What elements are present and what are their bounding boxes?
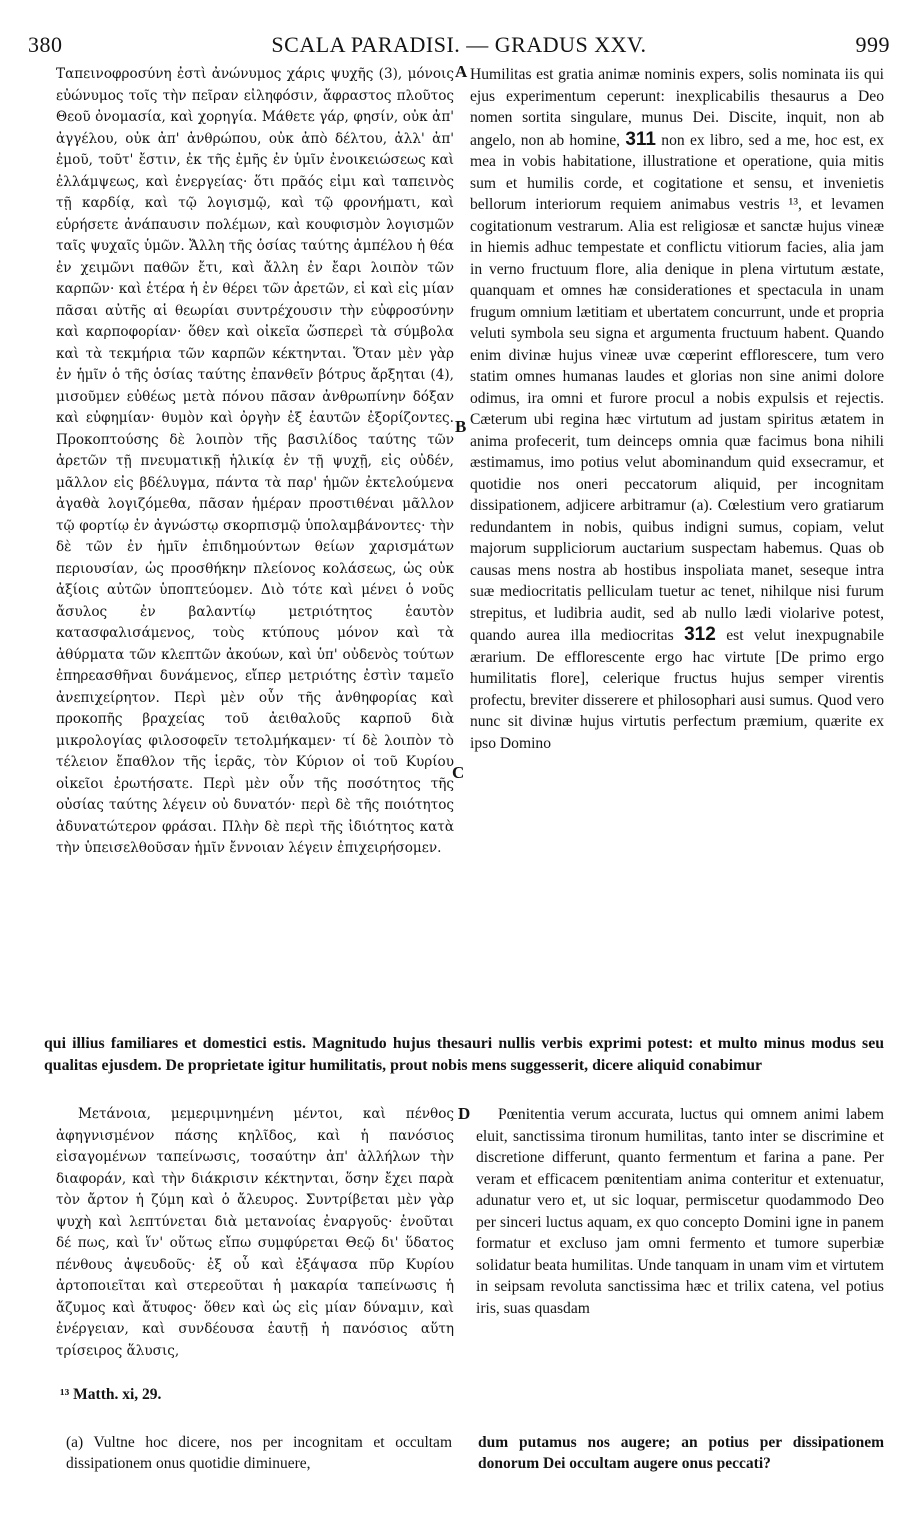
latin-paragraph-bottom: Pœnitentia verum accurata, luctus qui omnem animi labem eluit, sanctissima tironum humilitas, tanto inter se discrimine et discretione differunt, quanto fermentum et farina a pane. Per veram et efficacem pœnitentiam anima conteritur et extenuatur, adunatur vero et, ut sic loquar, permiscetur quodammodo Deo per sinceri luctus aquam, ex quo concepto Domini igne in panem formatur et excluso jam omni fermento et tumore superbiæ solidatur beata humilitas. Unde tanquam in unam vim et virtutem in seipsam revoluta sanctissima hæc et trilix catena, vel potius iris, suas quasdam: [476, 1106, 884, 1317]
editor-note: [66, 1424, 884, 1484]
greek-column-bottom: [56, 1104, 454, 1374]
latin-text-part-3: est velut inexpugnabile ærarium. De efflorescente ergo hac virtute [De primo ergo humilitatis flore], celerique fructus hujus semper virentis profectu, breviter disserere et philosophari ausi sumus. Quod vero nunc sit divinæ hujus virtutis perfectum præmium, quærite ex ipso Domino: [470, 627, 884, 752]
section-marker-b: B: [455, 417, 467, 436]
section-marker-d: D: [458, 1104, 471, 1123]
page-number-left: 380: [28, 32, 63, 57]
latin-column-top: [470, 64, 884, 1024]
page-header: [28, 28, 890, 58]
section-marker-c: C: [452, 763, 465, 782]
latin-full-width-text: [44, 1033, 884, 1076]
latin-text-part-2: non ex libro, sed a me, hoc est, ex mea in vobis habitatione, illustratione et operatione, quia mitis sum et humilis corde, et cogitatione et sensu, et invenietis bellorum interiorum requiem animabus vestris ¹³, et levamen cogitationum vestrarum. Alia est religiosæ et sanctæ hujus vineæ in hiemis adhuc tempestate et conflictu vitiorum facies, alia jam in verno fructuum flore, alia denique in plena virtutum æstate, quanquam et omnes hæ considerationes et spectacula in unam frugum omnium lætitiam et ubertatem concurrunt, unde et propria veluti symbola seu signa et argumenta fructuum habent. Quando enim divinæ hujus vineæ uvæ cœperint efflorescere, tum vero statim omnes humanas laudes et glorias non sine animi dolore odimus, ira omni et furore procul a nobis expulsis et rejectis. Cæterum ubi regina hæc virtutum ad justam spiritus ætatem in anima profecerit, tum deinceps omnia quæ facimus bona nihili æstimamus, imo potius velut abominandum quid exsecramur, et quotidie nos oneri peccatorum aliquid, per incognitam dissipationem, adjicere arbitramur (a). Cœlestium vero gratiarum redundantem in nobis, quibus indigni sumus, copiam, velut majorum suppliciorum auctarium suspectam habemus. Quas ob causas mens nostra ab hostibus inspoliata manet, seseque intra suæ mediocritatis pelliculam tuetur ac tenet, nihilque nisi furum strepitus, et ludibria audit, sed ab nullo lædi violarive potest, quando aurea illa mediocritas: [470, 131, 884, 644]
section-marker-a: A: [455, 62, 468, 81]
editor-note-left: (a) Vultne hoc dicere, nos per incognitam et occultam dissipationem onus quotidie diminuere,: [66, 1434, 452, 1472]
latin-span-paragraph: qui illius familiares et domestici estis. Magnitudo hujus thesauri nullis verbis exprimi potest: et multo minus modus seu qualitas ejusdem. De proprietate igitur humilitatis, prout nobis mens suggesserit, dicere aliquid conabimur: [44, 1035, 884, 1074]
column-number-311: 311: [625, 128, 656, 150]
page-number-right: 999: [855, 32, 890, 57]
greek-column-top: [56, 64, 454, 1024]
latin-paragraph-top: [470, 64, 884, 754]
running-title: SCALA PARADISI. — GRADUS XXV.: [271, 32, 647, 57]
greek-paragraph-bottom: Μετάνοια, μεμεριμνημένη μέντοι, καὶ πένθος ἀφηγνισμένον πάσης κηλῖδος, καὶ ἡ πανόσιος εἰσαγομένων ταπείνωσις, τοσαύτην ἀπ' ἀλλήλων τὴν διαφοράν, καὶ τὴν διάκρισιν κέκτηνται, ὅσην ἔχει παρὰ τὸν ἄρτον ἡ ζύμη καὶ ὁ ἄλευρος. Συντρίβεται μὲν γὰρ ψυχὴ καὶ λεπτύνεται διὰ μετανοίας ἐναργοῦς· ἑνοῦται δέ πως, καὶ ἵν' οὕτως εἴπω συμφύρεται Θεῷ δι' ὕδατος πένθους ἀψευδοῦς· ἐξ οὗ καὶ ἐξάψασα πῦρ Κυρίου ἀρτοποιεῖται καὶ στερεοῦται ἡ μακαρία ταπείνωσις ἡ ἄζυμος καὶ ἄτυφος· ὅθεν καὶ ὡς εἰς μίαν δύναμιν, καὶ ἐνέργειαν, καὶ συνδέουσα ἑαυτῇ ἡ πανόσιος αὕτη τρίσειρος ἅλυσις,: [56, 1106, 454, 1359]
footnote-reference: ¹³ Matth. xi, 29.: [60, 1386, 162, 1403]
latin-column-bottom: [476, 1104, 884, 1374]
latin-text-part-1: Humilitas est gratia animæ nominis expers, solis nominata iis qui ejus experimentum ceperunt: inexplicabilis thesaurus a Deo nomen sortita singulare, munus Dei. Discite, inquit, non ab angelo, non ab homine,: [470, 66, 884, 149]
editor-note-right: dum putamus nos augere; an potius per dissipationem donorum Dei occultam augere onus peccati?: [478, 1434, 884, 1472]
column-number-312: 312: [684, 624, 716, 645]
greek-paragraph-top: Ταπεινοφροσύνη ἐστὶ ἀνώνυμος χάρις ψυχῆς (3), μόνοις εὐώνυμος τοῖς τὴν πεῖραν εἰληφόσιν, ἄφραστος πλοῦτος Θεοῦ ὀνομασία, καὶ χορηγία. Μάθετε γάρ, φησίν, οὐκ ἀπ' ἀγγέλου, οὐκ ἀπ' ἀνθρώπου, οὐκ ἀπὸ δέλτου, ἀλλ' ἀπ' ἐμοῦ, τοῦτ' ἔστιν, ἐκ τῆς ἐμῆς ἐν ὑμῖν ἐνοικειώσεως καὶ ἐλλάμψεως, καὶ ἐνεργείας· ὅτι πρᾶός εἰμι καὶ ταπεινὸς τῇ καρδίᾳ, καὶ τῷ λογισμῷ, καὶ τῷ φρονήματι, καὶ εὑρήσετε ἀνάπαυσιν πολέμων, καὶ κουφισμὸν λογισμῶν ταῖς ψυχαῖς ὑμῶν. Ἄλλη τῆς ὁσίας ταύτης ἀμπέλου ἡ θέα ἐν χειμῶνι παθῶν ἔτι, καὶ ἄλλη ἐν ἔαρι λοιπὸν τῶν καρπῶν· καὶ ἑτέρα ἡ ἐν θέρει τῶν ἀρετῶν, εἰ καὶ εἰς μίαν πᾶσαι αὐτῆς αἱ θεωρίαι συντρέχουσιν τὴν εὐφροσύνην καὶ καρποφορίαν· ὅθεν καὶ οἰκεῖα ὥσπερεὶ τὰ σύμβολα καὶ τὰ τεκμήρια τῶν καρπῶν κέκτηνται. Ὅταν μὲν γὰρ ἐν ἡμῖν ὁ τῆς ὁσίας ταύτης ἐπανθεῖν βότρυς ἄρξηται (4), μισοῦμεν εὐθέως μετὰ πόνου πᾶσαν ἀνθρωπίνην δόξαν καὶ εὐφημίαν· θυμὸν καὶ ὀργὴν ἐξ ἑαυτῶν ἐξορίζοντες. Προκοπτούσης δὲ λοιπὸν τῆς βασιλίδος ταύτης τῶν ἀρετῶν τῇ πνευματικῇ ἡλικίᾳ ἐν τῇ ψυχῇ, εἰς οὐδέν, μᾶλλον εἰς βδέλυγμα, πάντα τὰ παρ' ἡμῶν ἐκτελούμενα ἀγαθὰ λογιζόμεθα, πᾶσαν ἡμέραν προστιθέναι μᾶλλον τῷ φορτίῳ ἐν ἀγνώστῳ σκορπισμῷ ὑπολαμβάνοντες· τὴν δὲ τῶν ἐν ἡμῖν ἐπιδημούντων θείων χαρισμάτων περιουσίαν, ὡς προσθήκην πλείονος κολάσεως, ὡς οὐκ ἀξίοις αὐτῶν ὑποπτεύομεν. Διὸ τότε καὶ μένει ὁ νοῦς ἄσυλος ἐν βαλαντίῳ μετριότητος ἑαυτὸν κατασφαλισάμενος, τοὺς κτύπους μόνον καὶ τὰ ἀθύρματα τῶν κλεπτῶν ἀκούων, καὶ ὑπ' οὐδενὸς τούτων ἐπηρεασθῆναι δυνάμενος, εἴπερ μετριότης ἐστὶν ταμεῖο ἀνεπιχείρητον. Περὶ μὲν οὖν τῆς ἀνθηφορίας καὶ προκοπῆς βραχείας τοῦ ἀειθαλοῦς καρποῦ διὰ μικρολογίας φιλοσοφεῖν τετολμήκαμεν· τί δὲ λοιπὸν τὸ τέλειον ἔπαθλον τῆς ἱερᾶς, τὸν Κύριον οἱ τοῦ Κυρίου οἰκεῖοι ἐρωτήσατε. Περὶ μὲν οὖν τῆς ποσότητος τῆς οὐσίας ταύτης λέγειν οὐ δυνατόν· περὶ δὲ τῆς ποιότητος ἀδυνατώτερον φράσαι. Πλὴν δὲ περὶ τῆς ἰδιότητος κατὰ τὴν ὑπεισελθοῦσαν ἡμῖν ἔννοιαν λέγειν ἐπιχειρήσομεν.: [56, 66, 454, 856]
